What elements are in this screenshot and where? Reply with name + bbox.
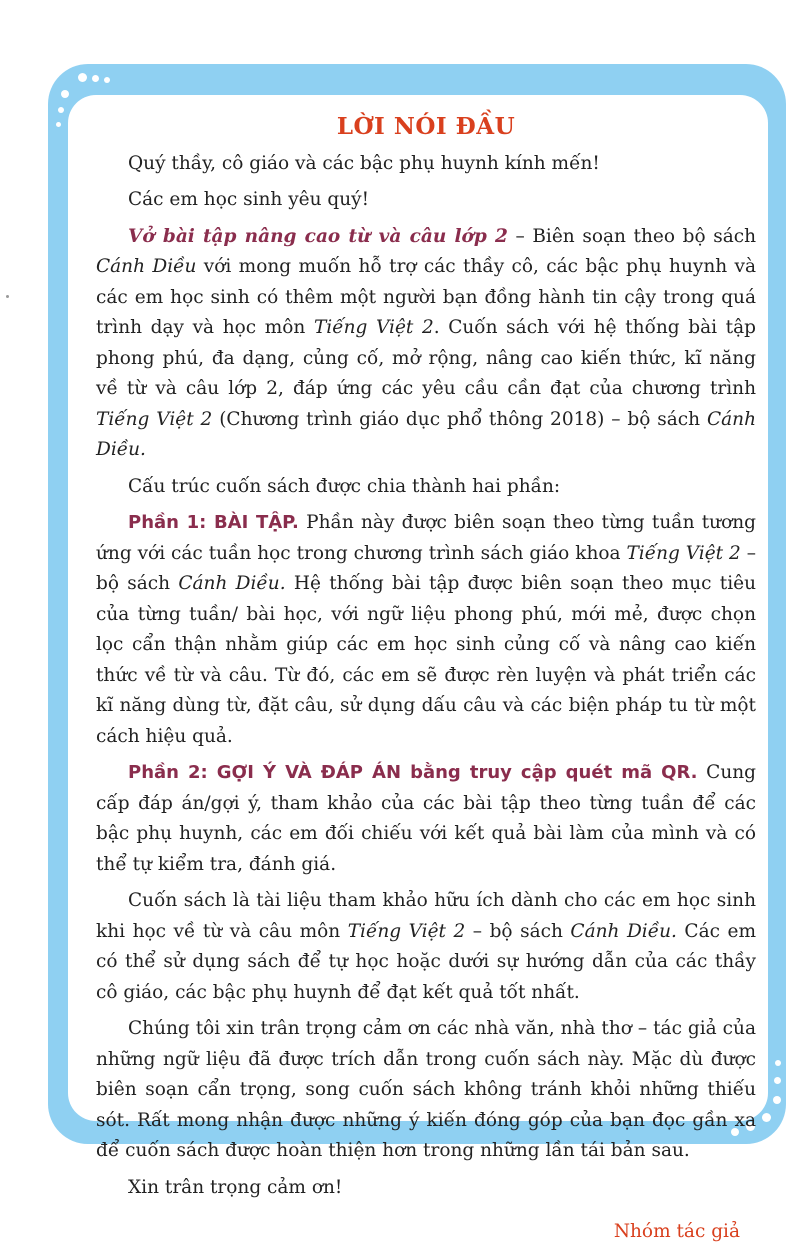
decor-dot [762,1113,771,1122]
decor-dot [78,73,87,82]
preface-content [96,112,756,1248]
greeting-students: Các em học sinh yêu quý! [128,189,370,210]
decor-dot [61,90,69,98]
closing-line: Xin trân trọng cảm ơn! [128,1176,343,1198]
decor-dot [104,77,110,83]
part2-heading: Phần 2: GỢI Ý VÀ ĐÁP ÁN bằng truy cập quét mã QR. [128,762,698,783]
decor-dot [774,1077,781,1084]
part1-paragraph: Phần 1: BÀI TẬP. Phần này được biên soạn theo từng tuần tương ứng với các tuần học trong chương trình sách giáo khoa Tiếng Việt 2 – bộ sách Cánh Diều. Hệ thống bài tập được biên soạn theo mục tiêu của từng tuần/ bài học, với ngữ liệu phong phú, mới mẻ, được chọn lọc cẩn thận nhằm giúp các em học sinh củng cố và nâng cao kiến thức về từ và câu. Từ đó, các em sẽ được rèn luyện và phát triển các kĩ năng dùng từ, đặt câu, sử dụng dấu câu và các biện pháp tu từ một cách hiệu quả. [96,512,756,747]
part2-paragraph: Phần 2: GỢI Ý VÀ ĐÁP ÁN bằng truy cập quét mã QR. Cung cấp đáp án/gợi ý, tham khảo của các bài tập theo từng tuần để các bậc phụ huynh, các em đối chiếu với kết quả bài làm của mình và có thể tự kiểm tra, đánh giá. [96,762,756,875]
decor-dot [56,122,61,127]
scan-speck [6,295,9,298]
decor-dot [58,107,64,113]
intro-paragraph: Vở bài tập nâng cao từ và câu lớp 2 – Biên soạn theo bộ sách Cánh Diều với mong muốn hỗ trợ các thầy cô, các bậc phụ huynh và các em học sinh có thêm một người bạn đồng hành tin cậy trong quá trình dạy và học môn Tiếng Việt 2. Cuốn sách với hệ thống bài tập phong phú, đa dạng, củng cố, mở rộng, nâng cao kiến thức, kĩ năng về từ và câu lớp 2, đáp ứng các yêu cầu cần đạt của chương trình Tiếng Việt 2 (Chương trình giáo dục phổ thông 2018) – bộ sách Cánh Diều. [96,225,757,460]
book-title: Vở bài tập nâng cao từ và câu lớp 2 [128,225,508,247]
signature: Nhóm tác giả [613,1221,740,1242]
decor-dot [92,75,99,82]
reference-paragraph: Cuốn sách là tài liệu tham khảo hữu ích dành cho các em học sinh khi học về từ và câu môn Tiếng Việt 2 – bộ sách Cánh Diều. Các em có thể sử dụng sách để tự học hoặc dưới sự hướng dẫn của các thầy cô giáo, các bậc phụ huynh để đạt kết quả tốt nhất. [96,890,756,1003]
thanks-paragraph: Chúng tôi xin trân trọng cảm ơn các nhà văn, nhà thơ – tác giả của những ngữ liệu đã được trích dẫn trong cuốn sách này. Mặc dù được biên soạn cẩn trọng, song cuốn sách không tránh khỏi những thiếu sót. Rất mong nhận được những ý kiến đóng góp của bạn đọc gần xa để cuốn sách được hoàn thiện hơn trong những lần tái bản sau. [96,1018,756,1161]
part1-heading: Phần 1: BÀI TẬP. [128,512,299,533]
decor-dot [775,1060,781,1066]
greeting-teachers: Quý thầy, cô giáo và các bậc phụ huynh kính mến! [128,152,600,174]
decor-dot [773,1096,781,1104]
structure-paragraph: Cấu trúc cuốn sách được chia thành hai phần: [128,475,561,497]
page-title: LỜI NÓI ĐẦU [336,113,516,140]
